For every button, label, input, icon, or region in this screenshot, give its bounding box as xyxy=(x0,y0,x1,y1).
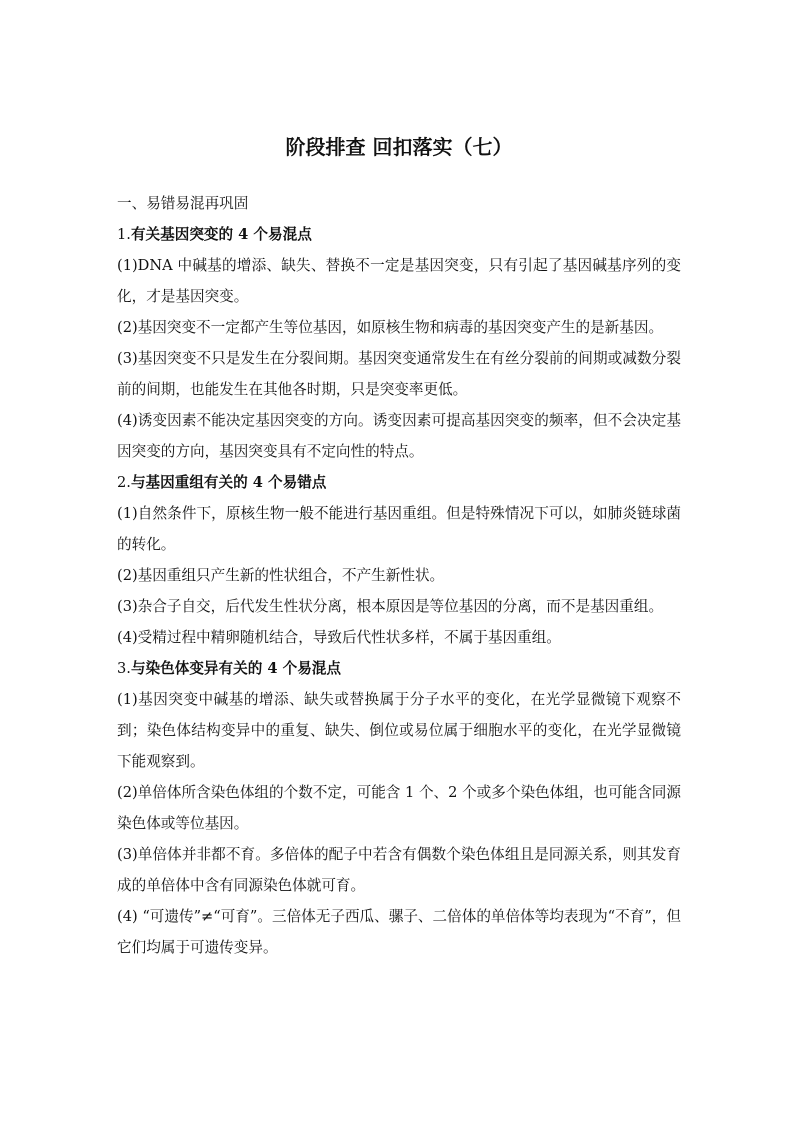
list-item: (2)基因重组只产生新的性状组合，不产生新性状。 xyxy=(117,567,445,584)
group-heading-text: 与基因重组有关的 4 个易错点 xyxy=(130,474,327,491)
list-item: (3)基因突变不只是发生在分裂间期。基因突变通常发生在有丝分裂前的间期或减数分裂前的间期，也能发生在其他各时期，只是突变率更低。 xyxy=(117,350,681,398)
list-item: (4)受精过程中精卵随机结合，导致后代性状多样，不属于基因重组。 xyxy=(117,629,561,646)
list-item: (3)杂合子自交，后代发生性状分离，根本原因是等位基因的分离，而不是基因重组。 xyxy=(117,598,664,615)
group-heading xyxy=(117,219,681,250)
group-number: 1. xyxy=(117,226,131,243)
list-item: (2)基因突变不一定都产生等位基因，如原核生物和病毒的基因突变产生的是新基因。 xyxy=(117,319,664,336)
section-heading: 一、易错易混再巩固 xyxy=(117,195,249,212)
list-item: (3)单倍体并非都不育。多倍体的配子中若含有偶数个染色体组且是同源关系，则其发育成的单倍体中含有同源染色体就可育。 xyxy=(117,846,681,894)
document-content xyxy=(117,128,681,963)
group-chromosome-variation xyxy=(117,653,681,963)
group-gene-recombination xyxy=(117,467,681,653)
list-item: (4) “可遗传”≠“可育”。三倍体无子西瓜、骡子、二倍体的单倍体等均表现为“不育”，但它们均属于可遗传变异。 xyxy=(117,908,681,956)
list-item: (1)基因突变中碱基的增添、缺失或替换属于分子水平的变化，在光学显微镜下观察不到；染色体结构变异中的重复、缺失、倒位或易位属于细胞水平的变化，在光学显微镜下能观察到。 xyxy=(117,691,681,770)
list-item: (4)诱变因素不能决定基因突变的方向。诱变因素可提高基因突变的频率，但不会决定基因突变的方向，基因突变具有不定向性的特点。 xyxy=(117,412,681,460)
list-item: (1)自然条件下，原核生物一般不能进行基因重组。但是特殊情况下可以，如肺炎链球菌的转化。 xyxy=(117,505,681,553)
group-gene-mutation xyxy=(117,219,681,467)
group-heading-text: 与染色体变异有关的 4 个易混点 xyxy=(130,660,341,677)
group-heading-text: 有关基因突变的 4 个易混点 xyxy=(130,226,312,243)
page-title: 阶段排查 回扣落实（七） xyxy=(285,135,513,159)
group-heading xyxy=(117,653,681,684)
list-item: (2)单倍体所含染色体组的个数不定，可能含 1 个、2 个或多个染色体组，也可能含同源染色体或等位基因。 xyxy=(117,784,681,832)
list-item: (1)DNA 中碱基的增添、缺失、替换不一定是基因突变，只有引起了基因碱基序列的变化，才是基因突变。 xyxy=(117,257,681,305)
group-heading xyxy=(117,467,681,498)
group-number: 3. xyxy=(117,660,131,677)
group-number: 2. xyxy=(117,474,131,491)
